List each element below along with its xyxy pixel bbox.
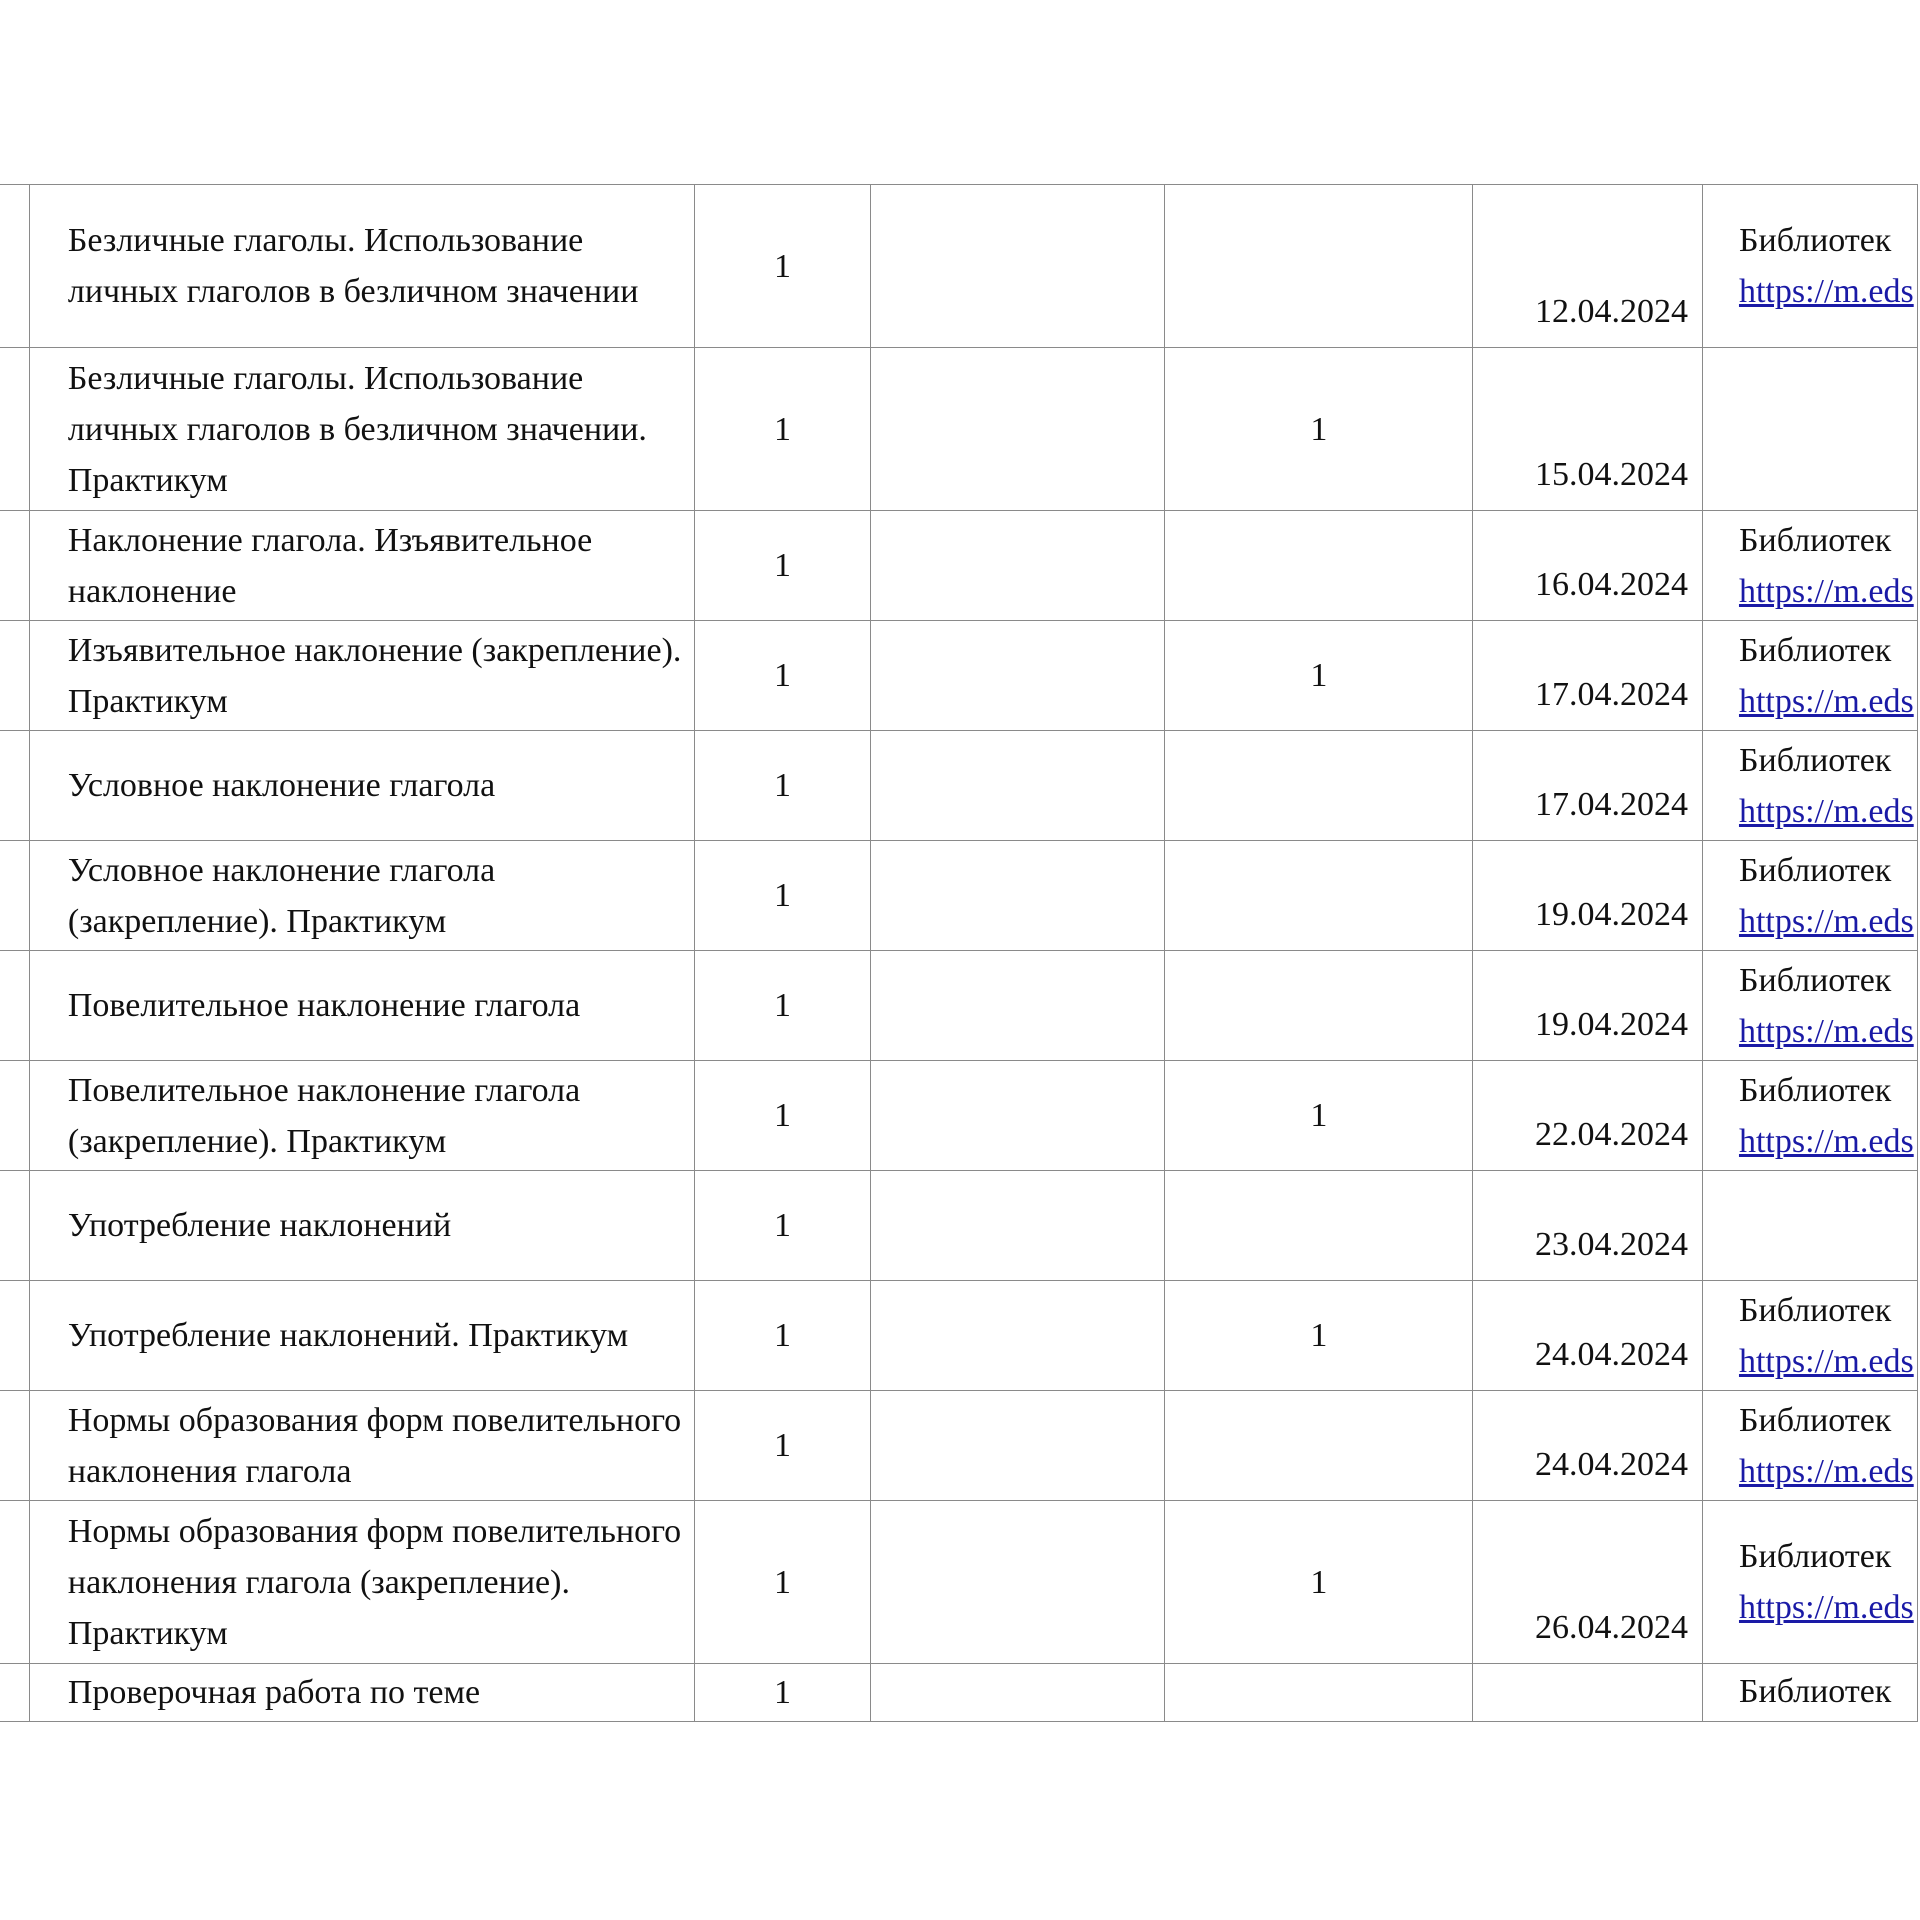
table-row	[0, 348, 1918, 511]
practice-cell: 1	[1165, 1501, 1473, 1664]
row-number-cell	[0, 1501, 29, 1664]
resource-cell	[1702, 185, 1917, 348]
row-number-cell	[0, 1171, 29, 1281]
lesson-plan-table	[0, 184, 1918, 1722]
resource-link[interactable]: https://m.eds	[1738, 1012, 1914, 1050]
practice-cell: 1	[1165, 348, 1473, 511]
topic-cell: Употребление наклонений	[29, 1171, 694, 1281]
table-row	[0, 1061, 1918, 1171]
topic-cell: Безличные глаголы. Использование личных глаголов в безличном значении	[29, 185, 694, 348]
date-cell: 23.04.2024	[1473, 1171, 1703, 1281]
topic-cell: Проверочная работа по теме	[29, 1664, 694, 1722]
control-cell	[870, 951, 1165, 1061]
hours-cell: 1	[695, 1281, 870, 1391]
control-cell	[870, 731, 1165, 841]
row-number-cell	[0, 1391, 29, 1501]
resource-cell	[1702, 1061, 1917, 1171]
control-cell	[870, 1281, 1165, 1391]
control-cell	[870, 348, 1165, 511]
topic-cell: Условное наклонение глагола (закрепление). Практикум	[29, 841, 694, 951]
resource-label: Библиотек	[1738, 1538, 1892, 1575]
resource-label: Библиотек	[1738, 1401, 1892, 1439]
resource-cell	[1702, 348, 1917, 511]
date-cell: 17.04.2024	[1473, 731, 1703, 841]
hours-cell: 1	[695, 1664, 870, 1722]
resource-label: Библиотек	[1738, 1071, 1892, 1109]
date-cell: 19.04.2024	[1473, 951, 1703, 1061]
date-cell: 26.04.2024	[1473, 1501, 1703, 1664]
table-row	[0, 1281, 1918, 1391]
table-row	[0, 511, 1918, 621]
hours-cell: 1	[695, 841, 870, 951]
resource-cell	[1702, 621, 1917, 731]
table-row	[0, 731, 1918, 841]
table-row	[0, 1664, 1918, 1722]
table-row	[0, 841, 1918, 951]
resource-label: Библиотек	[1738, 631, 1892, 669]
date-cell: 16.04.2024	[1473, 511, 1703, 621]
resource-link[interactable]: https://m.eds	[1738, 572, 1914, 610]
resource-cell	[1702, 1281, 1917, 1391]
hours-cell: 1	[695, 511, 870, 621]
resource-label: Библиотек	[1738, 741, 1892, 779]
practice-cell	[1165, 951, 1473, 1061]
date-cell: 24.04.2024	[1473, 1281, 1703, 1391]
topic-cell: Изъявительное наклонение (закрепление). Практикум	[29, 621, 694, 731]
hours-cell: 1	[695, 1171, 870, 1281]
resource-cell	[1702, 1501, 1917, 1664]
hours-cell: 1	[695, 1501, 870, 1664]
resource-label: Библиотек	[1738, 1291, 1892, 1329]
row-number-cell	[0, 1664, 29, 1722]
topic-cell: Употребление наклонений. Практикум	[29, 1281, 694, 1391]
row-number-cell	[0, 348, 29, 511]
resource-label: Библиотек	[1738, 1673, 1892, 1710]
control-cell	[870, 1391, 1165, 1501]
resource-cell	[1702, 511, 1917, 621]
practice-cell	[1165, 185, 1473, 348]
practice-cell: 1	[1165, 621, 1473, 731]
practice-cell	[1165, 841, 1473, 951]
date-cell: 15.04.2024	[1473, 348, 1703, 511]
resource-link[interactable]: https://m.eds	[1738, 1452, 1914, 1490]
date-cell: 12.04.2024	[1473, 185, 1703, 348]
topic-cell: Нормы образования форм повелительного наклонения глагола	[29, 1391, 694, 1501]
topic-cell: Повелительное наклонение глагола (закрепление). Практикум	[29, 1061, 694, 1171]
hours-cell: 1	[695, 731, 870, 841]
topic-cell: Нормы образования форм повелительного наклонения глагола (закрепление). Практикум	[29, 1501, 694, 1664]
hours-cell: 1	[695, 348, 870, 511]
resource-link[interactable]: https://m.eds	[1738, 1342, 1914, 1380]
control-cell	[870, 511, 1165, 621]
hours-cell: 1	[695, 185, 870, 348]
control-cell	[870, 1171, 1165, 1281]
row-number-cell	[0, 841, 29, 951]
resource-link[interactable]: https://m.eds	[1738, 1122, 1914, 1160]
date-cell: 17.04.2024	[1473, 621, 1703, 731]
practice-cell	[1165, 1664, 1473, 1722]
row-number-cell	[0, 951, 29, 1061]
control-cell	[870, 1061, 1165, 1171]
resource-cell	[1702, 1664, 1917, 1722]
resource-link[interactable]: https://m.eds	[1738, 902, 1914, 940]
hours-cell: 1	[695, 621, 870, 731]
row-number-cell	[0, 185, 29, 348]
table-row	[0, 1501, 1918, 1664]
resource-cell	[1702, 841, 1917, 951]
topic-cell: Повелительное наклонение глагола	[29, 951, 694, 1061]
resource-label: Библиотек	[1738, 961, 1892, 999]
resource-cell	[1702, 731, 1917, 841]
date-cell: 22.04.2024	[1473, 1061, 1703, 1171]
table-row	[0, 951, 1918, 1061]
table-row	[0, 1171, 1918, 1281]
table-row	[0, 621, 1918, 731]
date-cell: 19.04.2024	[1473, 841, 1703, 951]
row-number-cell	[0, 511, 29, 621]
resource-link[interactable]: https://m.eds	[1738, 273, 1914, 310]
row-number-cell	[0, 1061, 29, 1171]
resource-cell	[1702, 1171, 1917, 1281]
table-row	[0, 185, 1918, 348]
practice-cell	[1165, 731, 1473, 841]
row-number-cell	[0, 1281, 29, 1391]
practice-cell: 1	[1165, 1061, 1473, 1171]
resource-cell	[1702, 1391, 1917, 1501]
hours-cell: 1	[695, 1391, 870, 1501]
control-cell	[870, 621, 1165, 731]
topic-cell: Наклонение глагола. Изъявительное наклонение	[29, 511, 694, 621]
practice-cell: 1	[1165, 1281, 1473, 1391]
row-number-cell	[0, 731, 29, 841]
resource-link[interactable]: https://m.eds	[1738, 792, 1914, 830]
resource-label: Библиотек	[1738, 222, 1892, 259]
practice-cell	[1165, 1171, 1473, 1281]
hours-cell: 1	[695, 1061, 870, 1171]
date-cell	[1473, 1664, 1703, 1722]
control-cell	[870, 1664, 1165, 1722]
control-cell	[870, 1501, 1165, 1664]
control-cell	[870, 841, 1165, 951]
resource-link[interactable]: https://m.eds	[1738, 1589, 1914, 1626]
date-cell: 24.04.2024	[1473, 1391, 1703, 1501]
practice-cell	[1165, 1391, 1473, 1501]
resource-label: Библиотек	[1738, 851, 1892, 889]
control-cell	[870, 185, 1165, 348]
row-number-cell	[0, 621, 29, 731]
practice-cell	[1165, 511, 1473, 621]
resource-cell	[1702, 951, 1917, 1061]
resource-label: Библиотек	[1738, 521, 1892, 559]
resource-link[interactable]: https://m.eds	[1738, 682, 1914, 720]
table-row	[0, 1391, 1918, 1501]
hours-cell: 1	[695, 951, 870, 1061]
topic-cell: Безличные глаголы. Использование личных глаголов в безличном значении. Практикум	[29, 348, 694, 511]
topic-cell: Условное наклонение глагола	[29, 731, 694, 841]
